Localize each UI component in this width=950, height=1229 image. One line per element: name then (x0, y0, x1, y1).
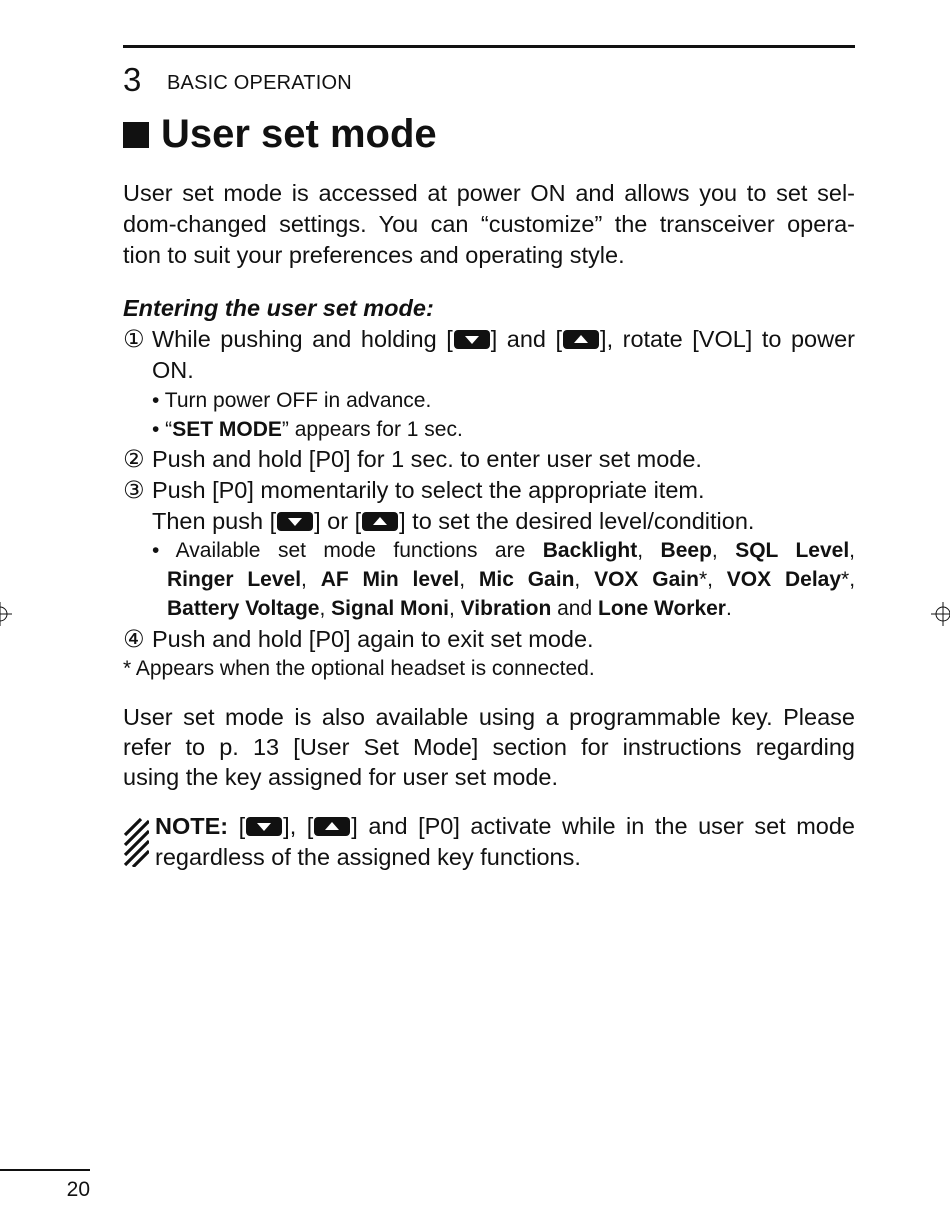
intro-line: dom-changed settings. You can “customize” the transceiver opera- (123, 211, 855, 237)
step-number: ③ (123, 477, 145, 504)
section-title (123, 108, 437, 160)
page-number: 20 (66, 1178, 90, 1201)
down-key-icon (246, 817, 282, 836)
note-label: NOTE: (155, 813, 229, 839)
step-number: ④ (123, 626, 145, 653)
entering-heading: Entering the user set mode: (123, 295, 434, 321)
chapter-number: 3 (123, 61, 142, 98)
note-hatch-icon (123, 815, 149, 867)
step-1-bullet: • “SET MODE” appears for 1 sec. (152, 418, 463, 441)
step-1: ① While pushing and holding [ ] and [ ], rotate [VOL] to power (123, 326, 855, 353)
step-1-bullet: • Turn power OFF in advance. (152, 389, 432, 412)
step-3-bullet-line3: Battery Voltage, Signal Moni, Vibration and Lone Worker. (167, 597, 732, 620)
step-3-bullet-line2: Ringer Level, AF Min level, Mic Gain, VOX Gain*, VOX Delay*, (167, 568, 856, 591)
left-registration-mark (0, 602, 12, 626)
intro-line: User set mode is accessed at power ON and allows you to set sel- (123, 180, 855, 206)
paragraph-line: using the key assigned for user set mode. (123, 764, 558, 790)
intro-line: tion to suit your preferences and operating style. (123, 242, 625, 268)
step-2: ② Push and hold [P0] for 1 sec. to enter user set mode. (123, 446, 702, 473)
footer-rule (0, 1169, 90, 1171)
paragraph-line: User set mode is also available using a programmable key. Please (123, 704, 855, 730)
intro-paragraph (123, 178, 855, 271)
programmable-key-paragraph (123, 702, 855, 792)
note-line-2: regardless of the assigned key functions. (155, 844, 581, 870)
black-square-icon (123, 122, 149, 148)
paragraph-line: refer to p. 13 [User Set Mode] section for instructions regarding (123, 734, 855, 760)
footnote: * Appears when the optional headset is connected. (123, 657, 595, 680)
down-key-icon (454, 330, 490, 349)
down-key-icon (277, 512, 313, 531)
step-number: ② (123, 446, 145, 473)
step-3-bullet: • Available set mode functions are Backlight, Beep, SQL Level, (152, 539, 855, 562)
step-3: ③ Push [P0] momentarily to select the appropriate item. (123, 477, 705, 504)
header-rule (123, 45, 855, 48)
section-title-text: User set mode (161, 112, 437, 156)
up-key-icon (563, 330, 599, 349)
up-key-icon (362, 512, 398, 531)
chapter-title: BASIC OPERATION (167, 72, 352, 94)
step-number: ① (123, 326, 145, 353)
step-3-then: Then push [ ] or [ ] to set the desired level/condition. (152, 508, 755, 534)
note-text: NOTE: [ ], [ ] and [P0] activate while in the user set mode regardless of the assigned key functions. (155, 811, 855, 873)
step-4: ④ Push and hold [P0] again to exit set mode. (123, 626, 594, 653)
up-key-icon (314, 817, 350, 836)
step-1-continued: ON. (152, 357, 194, 383)
right-registration-mark (931, 602, 950, 626)
